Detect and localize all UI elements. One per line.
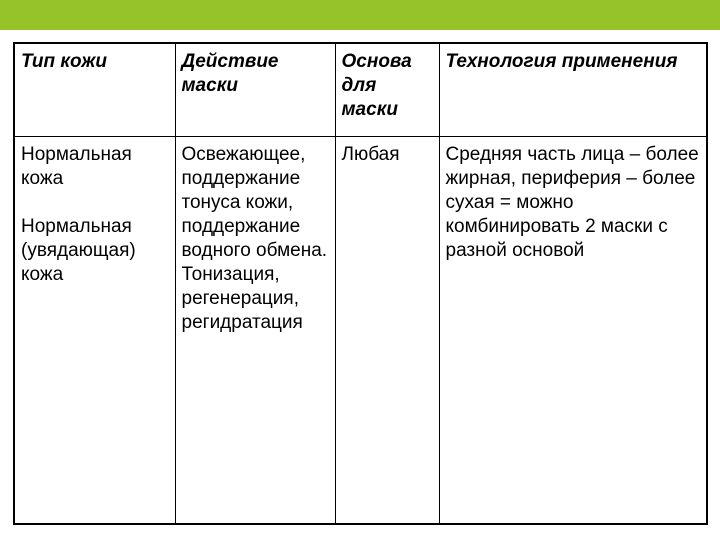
cell-mask-base: Любая — [335, 137, 439, 525]
cell-skin-type: Нормальная кожа Нормальная (увядающая) кожа — [14, 137, 175, 525]
header-application-technique: Технология применения — [439, 43, 707, 137]
header-mask-base: Основа для маски — [335, 43, 439, 137]
cell-application-technique: Средняя часть лица – более жирная, периферия – более сухая = можно комбинировать 2 маски с разной основой — [439, 137, 707, 525]
mask-table — [13, 42, 708, 525]
accent-top-bar — [0, 0, 720, 30]
cell-mask-action: Освежающее, поддержание тонуса кожи, поддержание водного обмена. Тонизация, регенерация, регидратация — [175, 137, 335, 525]
table-row — [14, 137, 707, 525]
header-skin-type: Тип кожи — [14, 43, 175, 137]
header-mask-action: Действие маски — [175, 43, 335, 137]
table-header-row — [14, 43, 707, 137]
